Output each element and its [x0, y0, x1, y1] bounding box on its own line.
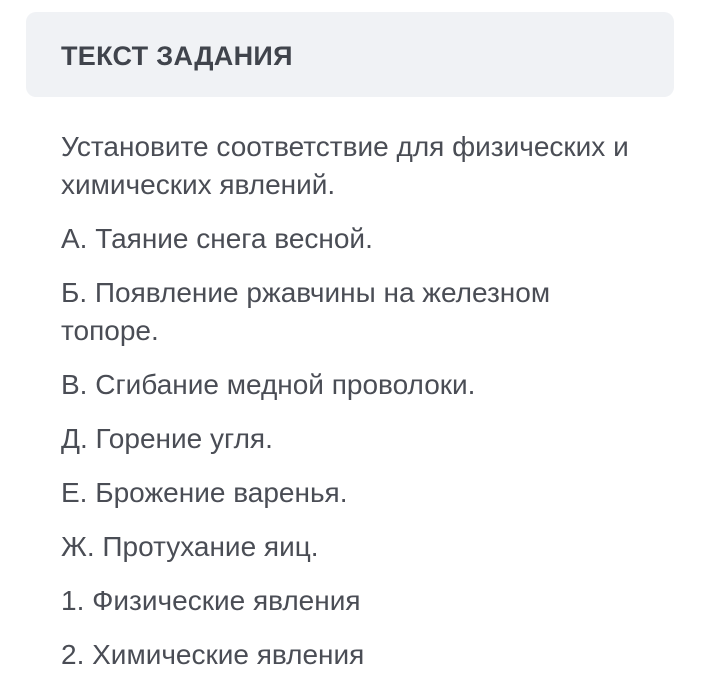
- category-physical: 1. Физические явления: [61, 585, 361, 616]
- task-item-b: Б. Появление ржавчины на железном топоре.: [61, 277, 551, 346]
- task-item-v: В. Сгибание медной проволоки.: [61, 369, 476, 400]
- task-header-title: ТЕКСТ ЗАДАНИЯ: [61, 41, 293, 71]
- task-header: [26, 12, 674, 97]
- task-item-d: Д. Горение угля.: [61, 423, 273, 454]
- task-item-e: Е. Брожение варенья.: [61, 477, 348, 508]
- category-chemical: 2. Химические явления: [61, 639, 365, 670]
- task-item-zh: Ж. Протухание яиц.: [61, 531, 319, 562]
- task-text: [61, 128, 651, 690]
- task-item-a: А. Таяние снега весной.: [61, 223, 373, 254]
- task-intro: Установите соответствие для физических и химических явлений.: [61, 131, 629, 200]
